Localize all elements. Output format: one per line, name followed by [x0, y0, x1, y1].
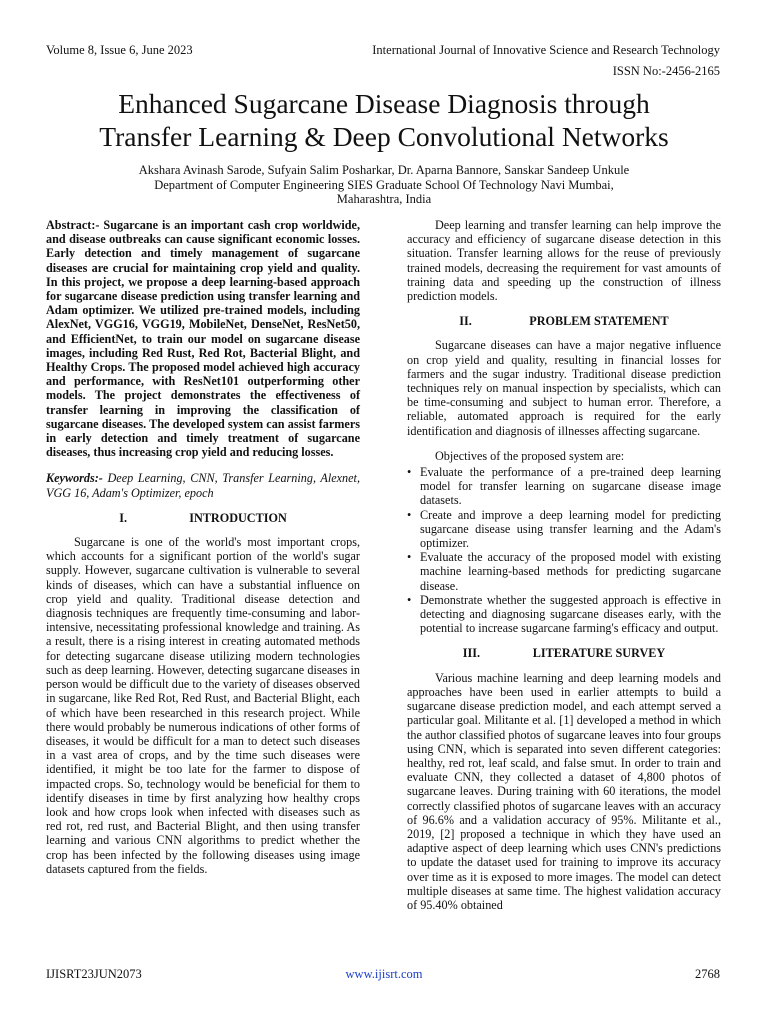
- list-item: • Evaluate the performance of a pre-trained deep learning model for transfer learning on sugarcane disease image datasets.: [407, 465, 721, 508]
- literature-paragraph: Various machine learning and deep learning models and approaches have been used in earlier attempts to build a sugarcane disease prediction model, and each attempt served a particular goal. Militante et al. [1] developed a method in which the author classified photos of sugarcane leaves into four groups using CNN, which is separated into seven different categories: healthy, red rot, leaf scald, and false smut. In order to train and evaluate CNN, they collected a dataset of 4,800 photos of sugarcane leaves. During training with 60 iterations, the model correctly classified photos of sugarcane leaves with an accuracy of 96.6% and a validation accuracy of 95%. Militante et al., 2019, [2] proposed a technique in which they have used an adaptive aspect of deep learning which uses CNN's predictions to update the dataset used for training to improve its accuracy over time as it is exposed to more images. The model can detect multiple diseases at same time. The highest validation accuracy of 95.40% obtained: [407, 670, 721, 912]
- section-number: II.: [459, 314, 472, 329]
- list-item: • Demonstrate whether the suggested approach is effective in detecting and diagnosing sugarcane diseases early, with the potential to increase sugarcane farming's efficacy and output.: [407, 593, 721, 636]
- title-line-1: Enhanced Sugarcane Disease Diagnosis through: [118, 88, 650, 119]
- section-title: PROBLEM STATEMENT: [529, 314, 669, 329]
- affiliation-line-2: Maharashtra, India: [336, 192, 432, 206]
- list-item: • Evaluate the accuracy of the proposed model with existing machine learning-based methods for predicting sugarcane disease.: [407, 550, 721, 593]
- paper-id: IJISRT23JUN2073: [46, 967, 142, 981]
- problem-paragraph: Sugarcane diseases can have a major negative influence on crop yield and quality, resulting in financial losses for farmers and the sugar industry. Traditional disease prediction techniques rely on manual inspection by specialists, which can be time-consuming and subject to human error. Therefore, a reliable, automated approach is required for the early identification and diagnosis of illnesses affecting sugarcane.: [407, 338, 721, 438]
- journal-name: International Journal of Innovative Science and Research Technology: [372, 43, 720, 57]
- title-line-2: Transfer Learning & Deep Convolutional Networks: [99, 121, 669, 152]
- author-list: Akshara Avinash Sarode, Sufyain Salim Posharkar, Dr. Aparna Bannore, Sanskar Sandeep Unkule: [138, 163, 630, 177]
- objectives-intro: Objectives of the proposed system are:: [435, 448, 625, 463]
- list-item: • Create and improve a deep learning model for predicting sugarcane disease using transfer learning and the Adam's optimizer.: [407, 508, 721, 551]
- section-number: I.: [119, 510, 128, 525]
- section-heading-literature-survey: [407, 646, 721, 660]
- journal-website-link[interactable]: www.ijisrt.com: [345, 967, 423, 981]
- affiliation-line-1: Department of Computer Engineering SIES Graduate School Of Technology Navi Mumbai,: [154, 177, 614, 192]
- section-title: LITERATURE SURVEY: [532, 646, 666, 661]
- volume-info: Volume 8, Issue 6, June 2023: [46, 43, 193, 57]
- paper-title: [40, 87, 728, 153]
- keywords: [46, 471, 360, 499]
- right-column: [407, 218, 721, 912]
- author-block: [40, 163, 728, 207]
- section-heading-problem-statement: [407, 314, 721, 328]
- transfer-learning-paragraph: Deep learning and transfer learning can help improve the accuracy and efficiency of sugarcane disease detection in this situation. Transfer learning allows for the reuse of previously trained models, decreasing the requirement for vast amounts of training data and speeding up the construction of illness prediction models.: [407, 218, 721, 304]
- page-number: 2768: [695, 967, 720, 981]
- keywords-label: Keywords:-: [46, 471, 103, 486]
- introduction-paragraph: Sugarcane is one of the world's most important crops, which accounts for a significant portion of the world's sugar supply. However, sugarcane cultivation is vulnerable to several kinds of diseases, which can have a substantial influence on crop yield and quality. Traditional disease detection and diagnosis techniques are frequently time-consuming and labor-intensive, necessitating professional knowledge and training. As a result, there is a rising interest in creating automated methods for detecting sugarcane disease utilizing modern technologies such as deep learning. However, detecting sugarcane diseases in person would be difficult due to the variety of diseases observed in sugarcane, like Red Rot, Red Rust, and Bacterial Blight, each of which have been researched in this research project. While there would probably be numerous indications of other forms of diseases, it would be difficult for a man to detect such diseases in a vast area of crops, and by the time such diseases were identified, it might be too late for the farmer to dispose of impacted crops. So, technology would be beneficial for them to identify diseases in time by first analyzing how healthy crops look and how crops look when infected with diseases such as red rot, red rust, and Bacterial Blight, and then using transfer learning and various CNN algorithms to predict whether the crop has been infected by the following diseases using image datasets captured from the fields.: [46, 535, 360, 876]
- section-heading-introduction: [46, 511, 360, 525]
- section-title: INTRODUCTION: [189, 510, 287, 525]
- abstract: Abstract:- Sugarcane is an important cash crop worldwide, and disease outbreaks can cause significant economic losses. Early detection and timely management of sugarcane diseases are crucial for maintaining crop yield and quality. In this project, we propose a deep learning-based approach for sugarcane disease prediction using transfer learning and Adam optimizer. We utilized pre-trained models, including AlexNet, VGG16, VGG19, MobileNet, DenseNet, ResNet50, and EfficientNet, to train our model on sugarcane disease images, including Red Rust, Red Rot, Bacterial Blight, and Healthy Crops. The proposed model achieved high accuracy and performance, with ResNet101 outperforming other models. The project demonstrates the effectiveness of transfer learning in improving the classification of sugarcane diseases. The developed system can assist farmers in early detection and timely treatment of sugarcane diseases, thus increasing crop yield and reducing losses.: [46, 218, 360, 460]
- issn: ISSN No:-2456-2165: [612, 64, 720, 78]
- left-column: [46, 218, 360, 876]
- section-number: III.: [462, 646, 481, 661]
- keywords-text: Deep Learning, CNN, Transfer Learning, Alexnet, VGG 16, Adam's Optimizer, epoch: [46, 471, 360, 500]
- objectives-list: [407, 465, 721, 635]
